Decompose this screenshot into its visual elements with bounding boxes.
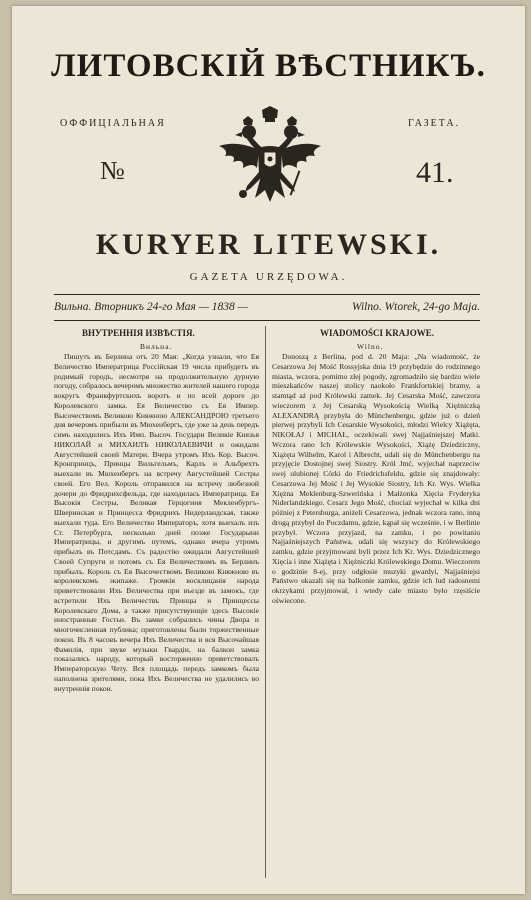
right-section-place: Wilno. [357,342,384,351]
column-divider [265,326,266,878]
double-headed-eagle-icon [215,106,325,216]
masthead-subtitle-left: ОФФИЦІАЛЬНАЯ [60,118,166,129]
masthead-subtitle-right: ГАЗЕТА. [408,118,461,129]
right-column-text [272,352,480,882]
left-section-heading: ВНУТРЕННІЯ ИЗВѢСТІЯ. [82,328,195,338]
masthead-gazeta: GAZETA URZĘDOWA. [189,271,348,283]
left-article-body: Пишутъ въ Берлина отъ 20 Мая: „Когда узнали, что Ея Величество Императрица Россійская 19 числа прибудетъ въ родимый городъ, несмотря на продолжительную дурную погоду, собралось вечеромъ множество жителей нашего города вокругъ Франкфуртскихъ воротъ и по всей дороге до Королевского замка. Ея Величество съ Ея Импер. Высочествомъ Великою Княжною АЛЕКСАНДРОЮ третьего дня вечеромъ прибыли въ Мюхенбергъ, где уже за день передъ симъ находились Ихъ Имп. Высоч. Государи Великіе Князья НИКОЛАЙ и МИХАИЛЪ НИКОЛАЕВИЧИ и ожидали Августейшей своей Матери. Вчера утромъ Ихъ Кор. Высоч. Кронпринцъ, Принцы Вильгельмъ, Карлъ и Альбрехтъ выехали въ Мюхенбергъ на встречу Августейшей Сестры своей. Его Вел. Король отправился на встречу любезной дочери до Фридрихсфельда, где находилась Императрица. Ея Высокія Сестры, Великая Герцогиня Мекленбургъ-Шверинская и Принцесса Фридрихъ Нидерландская, также выехали туда. Его Величество Императоръ, хотя выехалъ изъ Ст. Петербурга, несколько дней позже Государыни Императрицы, и другимъ путемъ, однако вчера утромъ прибылъ въ Потсдамъ. Съ радостію ожидали Августейшей Своей Супруги и потомъ съ Ея Величествомъ въ Берлинъ прибылъ. Король съ Ея Высочествомъ Великою Княжною въ королевскомъ экипаже. Громкія восклицанія народа приветствовали Ихъ Величества при въезде въ замокъ, где встретили Ихъ Величествъ Принцы и Принцессы Королевскаго Дома, а также присутствующіе здесь Высокіе иностранные Гостьи. Въ замке собрались чины Двора и многочисленная публика; приготовлены были торжественные покои. Въ 8 часовъ вечера Ихъ Величества и вся Высочайшая Фамилія, при звуке музыки Гвардіи, на балкон замка показались народу, который восторженно приветствовалъ Императорскую Чету. Вся площадь передъ замкомъ была наполнена зрителями, пока Ихъ Величества не удалились во внутреннія покои. [54,352,259,693]
dateline-ru: Вильна. Вторникъ 24-го Мая — 1838 — [54,301,248,313]
bottom-rule [54,320,480,321]
left-section-place: Вильна. [140,342,173,351]
newspaper-page [12,6,525,894]
masthead-title-ru: ЛИТОВСКІЙ ВѢСТНИКЪ. [51,48,486,84]
right-article-body: Donoszą z Berlina, pod d. 20 Maja: „Na wiadomość, że Cesarzowa Jej Mość Rossyjska dnia 19 przybędzie do rodzinnego miasta, wczora, pomimo złej pogody, zgromadziło się bardzo wiele mieszkańców naszej stolicy naokoło Frankfortskiej bramy, a stamtąd aż pod Królewski zamek. Jej Cesarska Mość, zawczora wieczorem z Jej Cesarską Wysokością Wielką Xiężniczką ALEXANDRĄ przybyła do Münchenbergu, gdzie już o dzień pierwej przybyli Ich Cesarskie Wysokości, młodzi Wielcy Xiążęta, NIKOŁAJ i MICHAŁ, oczekiwali swej Najjaśniejszej Matki. Wczora rano Ich Królewskie Wysokości, Xiążę Dziedziczny, Xiążęta Wilhelm, Karol i Albrecht, udali się do Münchenbergu na przyjęcie Dostojnej swej Siostry. Król Jmć, wyjechał naprzeciw swej ulubionej Córki do Friedrichsfeldu, gdzie się znajdowały: Cesarzowa Jej Mość i Jej Wysokie Siostry, Ich Kr. Wys. Wielka Xiężna Meklenburg-Szwerińska i Małżonka Xięcia Fryderyka Niderlandzkiego. Cesarz Jego Mość, chociaż wyjechał w kilka dni później z Petersburga, aniżeli Cesarzowa, jednak wczora rano, inną drogą przybył do Poczdamu, gdzie, kąpał się wcześnie, i w Berlinie przybył. Wczora przyjazd, na zamku, i po powitaniu Najjaśniejszych Państwa, udali się wszyscy do Królewskiego zamku, gdzie przyjmowani byli przez Ich Kr. Wys. Dziedzicznego Xięcia i inne Xiążęta i Xiężniczki Królewskiego Domu. Wieczorem o godzinie 8-ej, przy odgłosie muzyki gwardyi, Najjaśniejsi Państwo ukazali się na balkonie zamku, gdzie ich lud radosnemi okrzykami przyjmował, i wtedy całe miasto było rzęsiście oświecone. [272,352,480,605]
issue-number-sign: № [100,156,125,185]
right-section-heading: WIADOMOŚCI KRAJOWE. [320,328,435,338]
left-column-text [54,352,259,882]
dateline [54,301,480,313]
top-rule [54,294,480,295]
issue-number: 41. [416,156,454,189]
masthead-title-pl: KURYER LITEWSKI. [95,228,442,261]
dateline-pl: Wilno. Wtorek, 24-go Maja. [352,301,480,313]
